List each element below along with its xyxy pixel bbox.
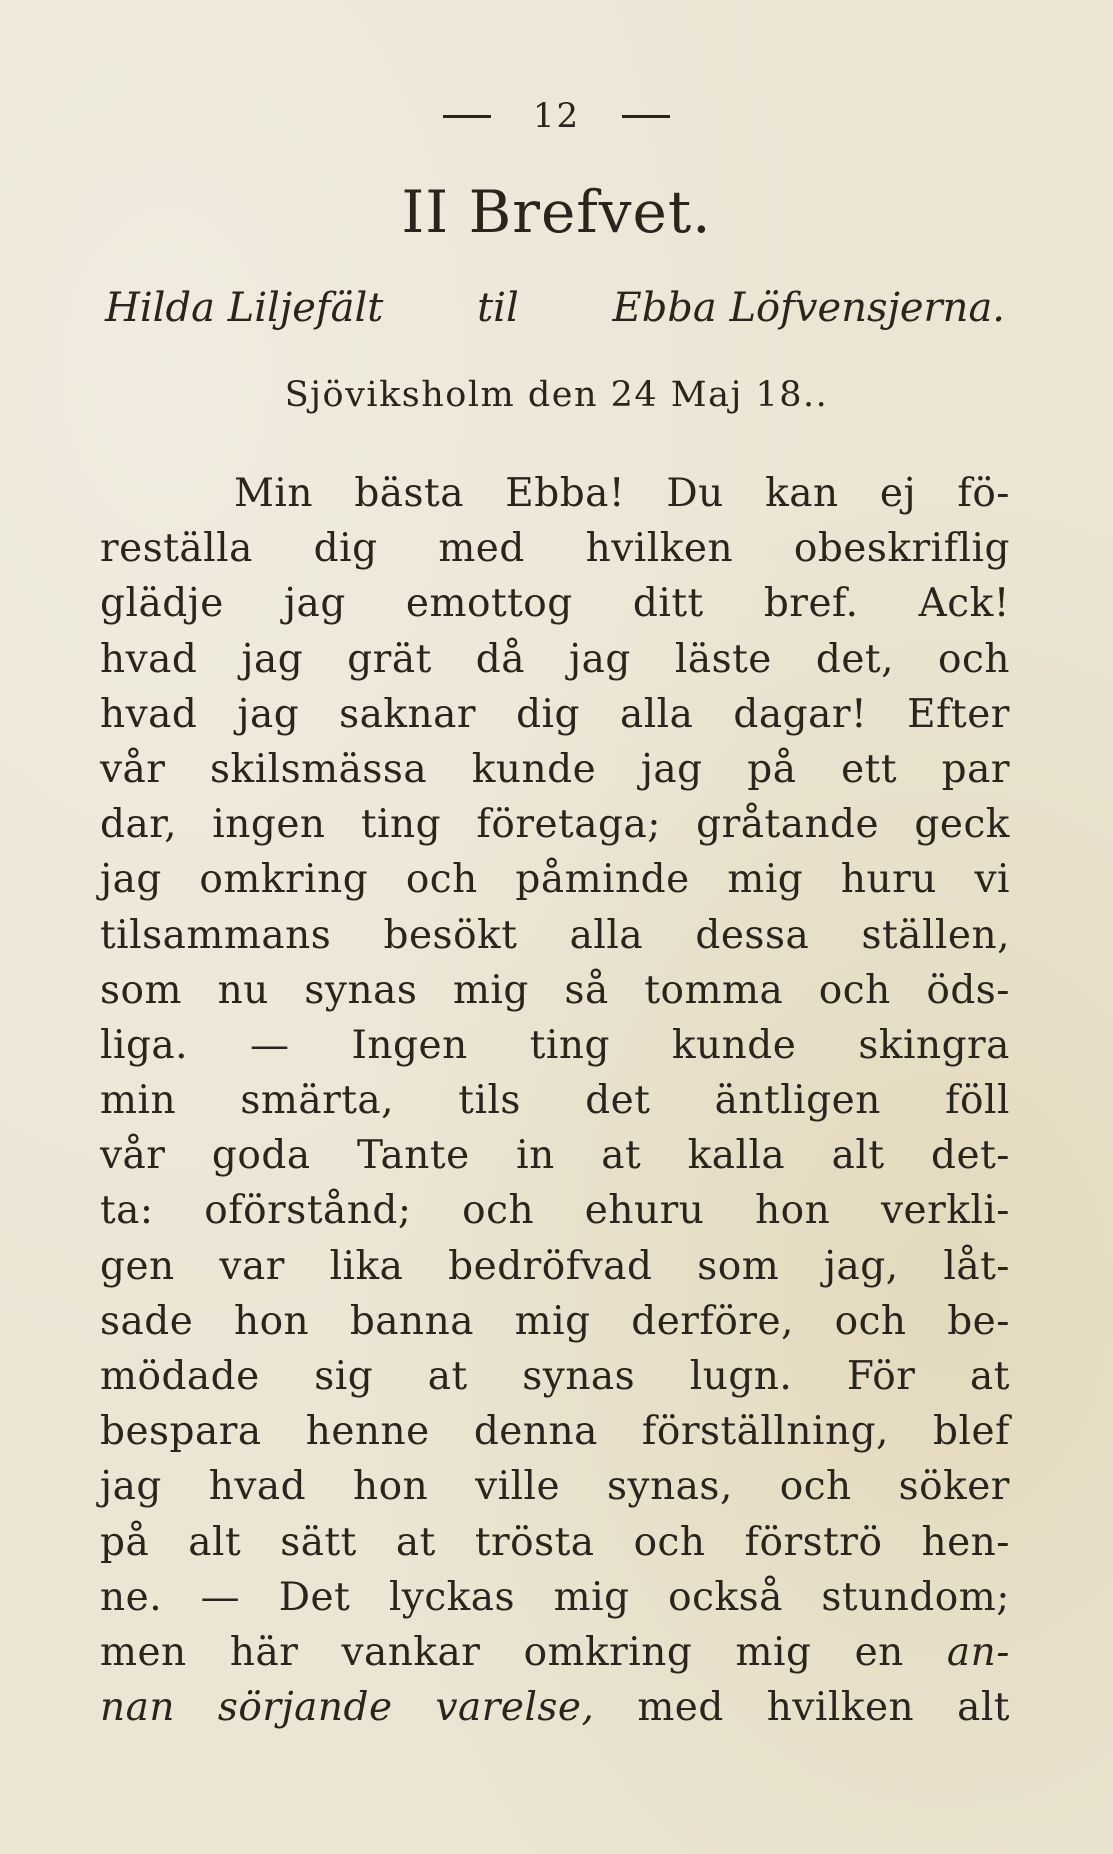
- body-line: [100, 1294, 1010, 1349]
- body-line: [100, 742, 1010, 797]
- body-line: [100, 963, 1010, 1018]
- body-word: föll: [945, 1078, 1010, 1124]
- body-word: mödade: [100, 1354, 260, 1399]
- body-word: jag: [241, 636, 304, 682]
- body-word: mig: [553, 1574, 630, 1620]
- body-word: företaga;: [476, 802, 661, 848]
- body-line: [100, 576, 1010, 631]
- body-word: derföre,: [631, 1298, 794, 1344]
- body-word: Det: [278, 1574, 351, 1620]
- body-word: omkring: [199, 857, 369, 903]
- body-word: gen: [100, 1243, 175, 1289]
- body-line: [100, 632, 1010, 687]
- body-word: synas,: [607, 1464, 733, 1510]
- body-line: [100, 1128, 1010, 1183]
- body-word: bedröfvad: [448, 1243, 653, 1289]
- body-word: påminde: [515, 857, 690, 903]
- body-word: ne.: [100, 1574, 163, 1620]
- body-word: omkring: [523, 1629, 693, 1675]
- body-word: ej: [879, 471, 917, 516]
- body-word: alt: [831, 1133, 885, 1179]
- body-word: in: [516, 1133, 555, 1179]
- header-dash-left: [443, 115, 491, 118]
- body-word: var: [219, 1243, 285, 1289]
- body-line: [100, 687, 1010, 742]
- body-word: smärta,: [240, 1078, 395, 1124]
- body-word: alt: [957, 1685, 1010, 1731]
- body-word: på: [100, 1519, 150, 1565]
- body-word: kunde: [671, 1022, 797, 1068]
- body-word: Du: [666, 471, 724, 516]
- body-word: med: [438, 526, 525, 572]
- body-word: lugn.: [689, 1354, 793, 1399]
- body-word: skingra: [858, 1022, 1010, 1068]
- body-word: alla: [569, 912, 644, 958]
- body-word: förställning,: [641, 1409, 889, 1455]
- body-word: och: [834, 1298, 907, 1344]
- body-word: grät: [347, 636, 432, 682]
- body-word: henne: [305, 1409, 430, 1455]
- body-word: emottog: [405, 581, 573, 627]
- body-word: tils: [458, 1078, 521, 1124]
- body-word: liga.: [100, 1022, 189, 1068]
- body-word: jag,: [823, 1243, 899, 1289]
- header-dash-right: [622, 115, 670, 118]
- body-word: hvad: [208, 1464, 307, 1510]
- body-word: an-: [946, 1629, 1010, 1675]
- body-word: bespara: [100, 1409, 262, 1455]
- body-word: ditt: [632, 581, 704, 627]
- body-word: och: [779, 1464, 852, 1510]
- body-word: det: [585, 1078, 651, 1124]
- body-word: bästa: [354, 471, 464, 516]
- body-word: besökt: [383, 912, 518, 958]
- body-word: geck: [914, 802, 1010, 848]
- body-line: [100, 797, 1010, 852]
- body-word: ting: [529, 1022, 610, 1068]
- body-word: kalla: [687, 1133, 786, 1179]
- body-line: [100, 1404, 1010, 1459]
- body-word: äntligen: [714, 1078, 881, 1124]
- body-word: sig: [314, 1354, 374, 1399]
- body-word: hvad: [100, 691, 198, 737]
- body-word: alt: [188, 1519, 242, 1565]
- recipient-name: Ebba Löfvensjerna.: [612, 285, 1005, 331]
- body-word: hon: [352, 1464, 429, 1510]
- body-line: [100, 1349, 1010, 1404]
- place-date: Sjöviksholm den 24 Maj 18..: [284, 375, 829, 415]
- sender-name: Hilda Liljefält: [105, 285, 384, 331]
- body-word: alla: [619, 691, 694, 737]
- body-line: [100, 1515, 1010, 1570]
- body-word: obeskriflig: [793, 526, 1010, 572]
- body-word: ställen,: [861, 912, 1010, 958]
- body-word: Tante: [357, 1133, 470, 1179]
- body-word: också: [668, 1574, 783, 1620]
- body-word: och: [462, 1188, 535, 1234]
- body-word: hvilken: [585, 526, 734, 572]
- to-word: til: [477, 285, 519, 331]
- body-word: dagar!: [733, 691, 868, 737]
- body-word: som: [100, 967, 182, 1013]
- body-word: dig: [313, 526, 378, 572]
- body-word: vår: [100, 746, 166, 792]
- body-word: jag: [569, 636, 631, 682]
- body-word: varelse,: [435, 1685, 595, 1731]
- body-word: dessa: [695, 912, 810, 958]
- body-word: —: [200, 1574, 241, 1620]
- body-word: Ack!: [918, 581, 1010, 627]
- body-word: ett: [841, 746, 897, 792]
- body-line: [100, 1183, 1010, 1238]
- body-word: dig: [516, 691, 580, 737]
- body-word: at: [601, 1133, 642, 1179]
- body-line: [100, 908, 1010, 963]
- body-word: och: [818, 967, 891, 1013]
- body-word: at: [969, 1354, 1010, 1399]
- body-word: vår: [100, 1133, 166, 1179]
- body-word: och: [633, 1519, 706, 1565]
- body-word: det-: [931, 1133, 1010, 1179]
- body-word: låt-: [943, 1243, 1010, 1289]
- body-word: sätt: [280, 1519, 357, 1565]
- body-word: Efter: [907, 691, 1010, 737]
- body-word: hvilken: [766, 1685, 915, 1731]
- body-word: ting: [360, 802, 442, 848]
- body-word: läste: [674, 636, 772, 682]
- body-word: vi: [974, 857, 1010, 903]
- body-line: [100, 1570, 1010, 1625]
- body-word: oförstånd;: [204, 1188, 412, 1234]
- body-word: blef: [933, 1409, 1010, 1455]
- body-word: på: [747, 746, 797, 792]
- body-word: och: [405, 857, 478, 903]
- body-word: nu: [217, 967, 269, 1013]
- page-header: [0, 96, 1113, 136]
- body-word: vankar: [341, 1629, 481, 1675]
- body-line: [100, 1073, 1010, 1128]
- body-word: förströ: [744, 1519, 883, 1565]
- body-word: trösta: [474, 1519, 595, 1565]
- body-word: bref.: [763, 581, 859, 627]
- body-word: goda: [211, 1133, 311, 1179]
- body-word: som: [697, 1243, 780, 1289]
- body-word: stundom;: [821, 1574, 1010, 1620]
- body-word: kunde: [471, 746, 597, 792]
- body-word: ville: [475, 1464, 561, 1510]
- body-word: jag: [100, 1464, 162, 1510]
- page-number: 12: [532, 96, 581, 136]
- body-word: jag: [237, 691, 300, 737]
- body-word: öds-: [926, 967, 1010, 1013]
- body-word: reställa: [100, 526, 253, 572]
- body-word: lyckas: [388, 1574, 516, 1620]
- body-word: huru: [840, 857, 937, 903]
- body-word: jag: [100, 857, 162, 903]
- body-word: en: [854, 1629, 904, 1675]
- body-word: hvad: [100, 636, 198, 682]
- body-line: [100, 1625, 1010, 1680]
- body-word: mig: [735, 1629, 812, 1675]
- body-word: mig: [452, 967, 529, 1013]
- body-line: [100, 1459, 1010, 1514]
- body-word: fö-: [957, 471, 1010, 516]
- body-word: sörjande: [217, 1685, 393, 1731]
- body-word: här: [229, 1629, 299, 1675]
- body-word: gråtande: [696, 802, 880, 848]
- body-word: min: [100, 1078, 177, 1124]
- body-word: jag: [640, 746, 703, 792]
- body-word: skilsmässa: [210, 746, 428, 792]
- body-word: söker: [898, 1464, 1010, 1510]
- body-word: verkli-: [880, 1188, 1010, 1234]
- body-word: hon: [755, 1188, 831, 1234]
- body-word: lika: [329, 1243, 404, 1289]
- letter-title: II Brefvet.: [401, 178, 712, 246]
- body-word: glädje: [100, 581, 224, 627]
- body-word: och: [938, 636, 1010, 682]
- body-word: saknar: [339, 691, 477, 737]
- body-word: —: [250, 1022, 290, 1068]
- body-word: synas: [304, 967, 418, 1013]
- body-line: [100, 1680, 1010, 1735]
- body-word: Min: [234, 471, 314, 516]
- body-word: par: [941, 746, 1010, 792]
- body-word: banna: [349, 1298, 475, 1344]
- body-line: [100, 852, 1010, 907]
- body-line: [100, 1239, 1010, 1294]
- body-word: at: [395, 1519, 436, 1565]
- body-word: det,: [815, 636, 894, 682]
- body-word: jag: [283, 581, 346, 627]
- body-word: hon: [233, 1298, 310, 1344]
- body-word: tilsammans: [100, 912, 332, 958]
- body-word: kan: [765, 471, 839, 516]
- body-word: synas: [522, 1354, 636, 1399]
- body-word: ingen: [212, 802, 326, 848]
- body-word: då: [475, 636, 525, 682]
- body-word: mig: [514, 1298, 591, 1344]
- body-word: mig: [727, 857, 804, 903]
- letter-body: [100, 466, 1010, 1735]
- body-word: hen-: [921, 1519, 1010, 1565]
- body-word: För: [846, 1354, 916, 1399]
- body-word: med: [637, 1685, 724, 1731]
- body-word: men: [100, 1629, 187, 1675]
- letter-address-line: [105, 285, 1005, 331]
- body-word: nan: [100, 1685, 175, 1731]
- body-line: [100, 521, 1010, 576]
- body-word: at: [427, 1354, 468, 1399]
- body-line: [100, 1018, 1010, 1073]
- body-word: denna: [473, 1409, 598, 1455]
- body-word: ta:: [100, 1188, 154, 1234]
- body-word: be-: [947, 1298, 1010, 1344]
- body-word: Ebba!: [505, 471, 626, 516]
- body-word: dar,: [100, 802, 177, 848]
- body-word: ehuru: [584, 1188, 705, 1234]
- body-line: [100, 466, 1010, 521]
- body-word: tomma: [644, 967, 784, 1013]
- body-word: Ingen: [351, 1022, 468, 1068]
- body-word: sade: [100, 1298, 194, 1344]
- body-word: så: [564, 967, 609, 1013]
